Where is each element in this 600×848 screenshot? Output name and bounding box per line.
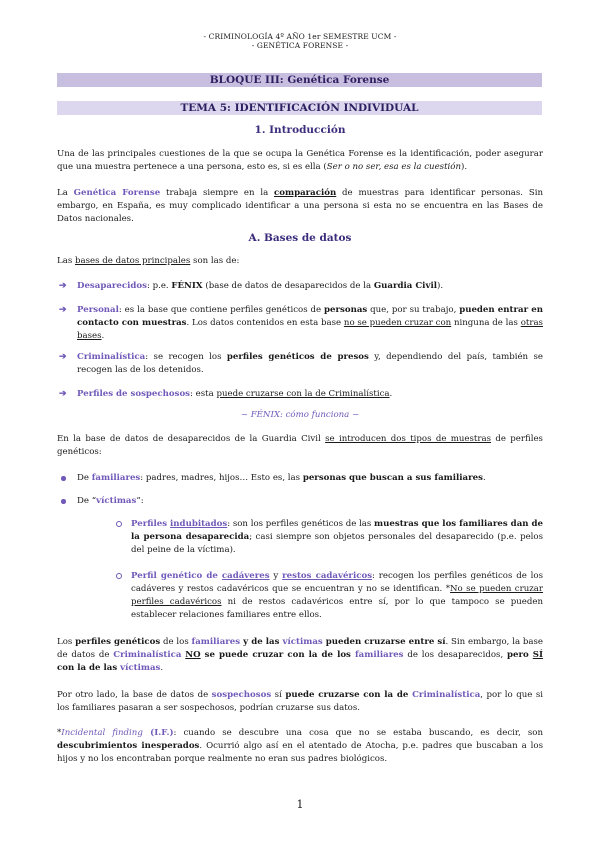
bullet-circle-icon: [116, 521, 122, 527]
bullet-dot-icon: [61, 476, 66, 481]
fenix-subtitle: ~ FÉNIX: cómo funciona ~: [240, 410, 360, 420]
text: ”:: [136, 496, 144, 506]
term: pueden entrar en contacto con muestras: [77, 305, 543, 328]
term: SÍ: [532, 650, 544, 660]
text: *: [57, 728, 62, 738]
sub-item-indubitados: [131, 518, 543, 557]
list-item-victimas: [77, 495, 543, 508]
term: Personal: [77, 305, 119, 315]
text: ni de restos cadavéricos entre sí, por lo que tampoco se pueden establecer relaciones familiares entre ellos.: [131, 597, 543, 620]
list-item-sospechosos: [59, 388, 543, 401]
term: Perfil genético de: [131, 571, 222, 581]
arrow-icon: ➔: [59, 389, 67, 399]
term: puede cruzarse con la de: [285, 690, 413, 700]
text: de muestras para identificar personas. Sin embargo, en España, es muy complicado identificar a una persona si esta no se encuentra en las Bases de Datos nacionales.: [57, 188, 543, 224]
text: de perfiles genéticos:: [57, 434, 543, 457]
list-item-desaparecidos: [59, 280, 543, 293]
highlight-term: comparación: [274, 188, 337, 198]
term: (I.F.): [142, 728, 174, 738]
arrow-icon: ➔: [59, 352, 67, 362]
term: Perfiles: [131, 519, 171, 529]
term: perfiles genéticos de presos: [226, 352, 369, 362]
term: descubrimientos inesperados: [57, 741, 200, 751]
arrow-icon: ➔: [59, 305, 67, 315]
intro-paragraph-2: [57, 187, 543, 226]
term: muestras que los familiares dan de la persona desaparecida: [131, 519, 543, 542]
term: perfiles genéticos: [75, 637, 161, 647]
term: Criminalística: [412, 690, 481, 700]
text: .: [482, 473, 486, 483]
text: .: [160, 663, 164, 673]
cross-paragraph: [57, 636, 543, 675]
term: víctimas: [282, 637, 323, 647]
term: sospechosos: [211, 690, 272, 700]
text: son las de:: [190, 256, 240, 266]
term: Guardia Civil: [373, 281, 437, 291]
text: (base de datos de desaparecidos de la: [202, 281, 374, 291]
text: ninguna de las: [451, 318, 521, 328]
text: y de las: [240, 637, 283, 647]
text: De: [77, 473, 92, 483]
text: : p.e.: [146, 281, 172, 291]
text: Por otro lado, la base de datos de: [57, 690, 212, 700]
text: sí: [271, 690, 286, 700]
term: cadáveres: [221, 571, 270, 581]
list-item-personal: [59, 304, 543, 343]
term: Criminalística: [113, 650, 182, 660]
text: de los: [160, 637, 192, 647]
bullet-circle-icon: [116, 573, 122, 579]
text: . Ocurrió algo así en el atentado de Atocha, p.e. padres que buscaban a los hijos y no los encontraban porque realmente no eran sus padres biológicos.: [57, 741, 543, 764]
header-line-2: - GENÉTICA FORENSE -: [251, 41, 349, 50]
text: : esta: [190, 389, 217, 399]
topic-title: TEMA 5: IDENTIFICACIÓN INDIVIDUAL: [57, 101, 542, 115]
term: víctimas: [96, 496, 137, 506]
text: : padres, madres, hijos… Esto es, las: [140, 473, 303, 483]
section-heading-introduction: 1. Introducción: [254, 124, 346, 136]
term: familiares: [91, 473, 141, 483]
term: personas que buscan a sus familiares: [302, 473, 483, 483]
term: pero: [506, 650, 533, 660]
text: : es la base que contiene perfiles genéticos de: [118, 305, 324, 315]
header-line-1: - CRIMINOLOGÍA 4º AÑO 1er SEMESTRE UCM -: [203, 32, 397, 41]
text: y: [269, 571, 283, 581]
fenix-paragraph: [57, 433, 543, 459]
text: que, por su trabajo,: [367, 305, 460, 315]
underlined-text: puede cruzarse con la de Criminalística: [216, 389, 390, 399]
text: Una de las principales cuestiones de la que se ocupa la Genética Forense es la identificación, poder asegurar que una muestra pertenece a una persona, esto es, si es ella (: [57, 149, 543, 172]
text: De “: [77, 496, 97, 506]
text: La: [57, 188, 74, 198]
list-item-familiares: [77, 472, 543, 485]
text: , por lo que si los familiares pasaran a ser sospechosos, podrían cruzarse sus datos.: [57, 690, 543, 713]
text: : cuando se descubre una cosa que no se estaba buscando, es decir, son: [173, 728, 543, 738]
text: de los desaparecidos,: [403, 650, 507, 660]
text: .: [389, 389, 393, 399]
text: : recogen los perfiles genéticos de los cadáveres y restos cadavéricos que se encuentran y no se identifican. *: [131, 571, 543, 594]
bullet-dot-icon: [61, 499, 66, 504]
text: : son los perfiles genéticos de las: [227, 519, 375, 529]
intro-paragraph-1: [57, 148, 543, 174]
term: se puede cruzar con la de los: [200, 650, 355, 660]
sub-item-cadaveres: [131, 570, 543, 622]
term: restos cadavéricos: [282, 571, 373, 581]
underlined-text: bases de datos principales: [74, 256, 191, 266]
list-item-criminalistica: [59, 351, 544, 377]
section-heading-databases: A. Bases de datos: [248, 232, 352, 244]
text: : se recogen los: [145, 352, 227, 362]
term: pueden cruzarse entre sí: [322, 637, 446, 647]
term: Criminalística: [77, 352, 146, 362]
text: y, dependiendo del país, también se recogen las de los detenidos.: [77, 352, 544, 375]
text: ).: [460, 162, 468, 172]
text: Los: [57, 637, 76, 647]
term: FÉNIX: [171, 281, 203, 291]
text: Las: [57, 256, 75, 266]
term: personas: [324, 305, 368, 315]
highlight-term: Genética Forense: [73, 188, 161, 198]
incidental-paragraph: [57, 727, 543, 766]
term: familiares: [354, 650, 404, 660]
underlined-text: no se pueden cruzar con: [343, 318, 452, 328]
term: Perfiles de sospechosos: [77, 389, 191, 399]
arrow-icon: ➔: [59, 281, 67, 291]
text: .: [101, 331, 105, 341]
text: En la base de datos de desaparecidos de la Guardia Civil: [57, 434, 326, 444]
term: indubitados: [170, 519, 228, 529]
term: familiares: [191, 637, 241, 647]
text: ; casi siempre son objetos personales del desaparecido (p.e. pelos del peine de la víctima).: [131, 532, 543, 555]
underlined-text: se introducen dos tipos de muestras: [325, 434, 492, 444]
term: con la de las: [57, 663, 121, 673]
term: NO: [185, 650, 201, 660]
underlined-text: No se pueden cruzar perfiles cadavéricos: [131, 584, 544, 607]
underlined-text: otras bases: [77, 318, 543, 341]
text: . Sin embargo, la base de datos de: [57, 637, 543, 660]
other-paragraph: [57, 689, 543, 715]
text: . Los datos contenidos en esta base: [186, 318, 344, 328]
block-title: BLOQUE III: Genética Forense: [57, 73, 542, 87]
text: trabaja siempre en la: [160, 188, 275, 198]
databases-lead: [57, 255, 543, 268]
page-number: 1: [296, 798, 304, 811]
term: Desaparecidos: [77, 281, 147, 291]
quote-text: Ser o no ser, esa es la cuestión: [326, 162, 461, 172]
text: ).: [436, 281, 444, 291]
term: Incidental finding: [61, 728, 143, 738]
term: víctimas: [120, 663, 161, 673]
